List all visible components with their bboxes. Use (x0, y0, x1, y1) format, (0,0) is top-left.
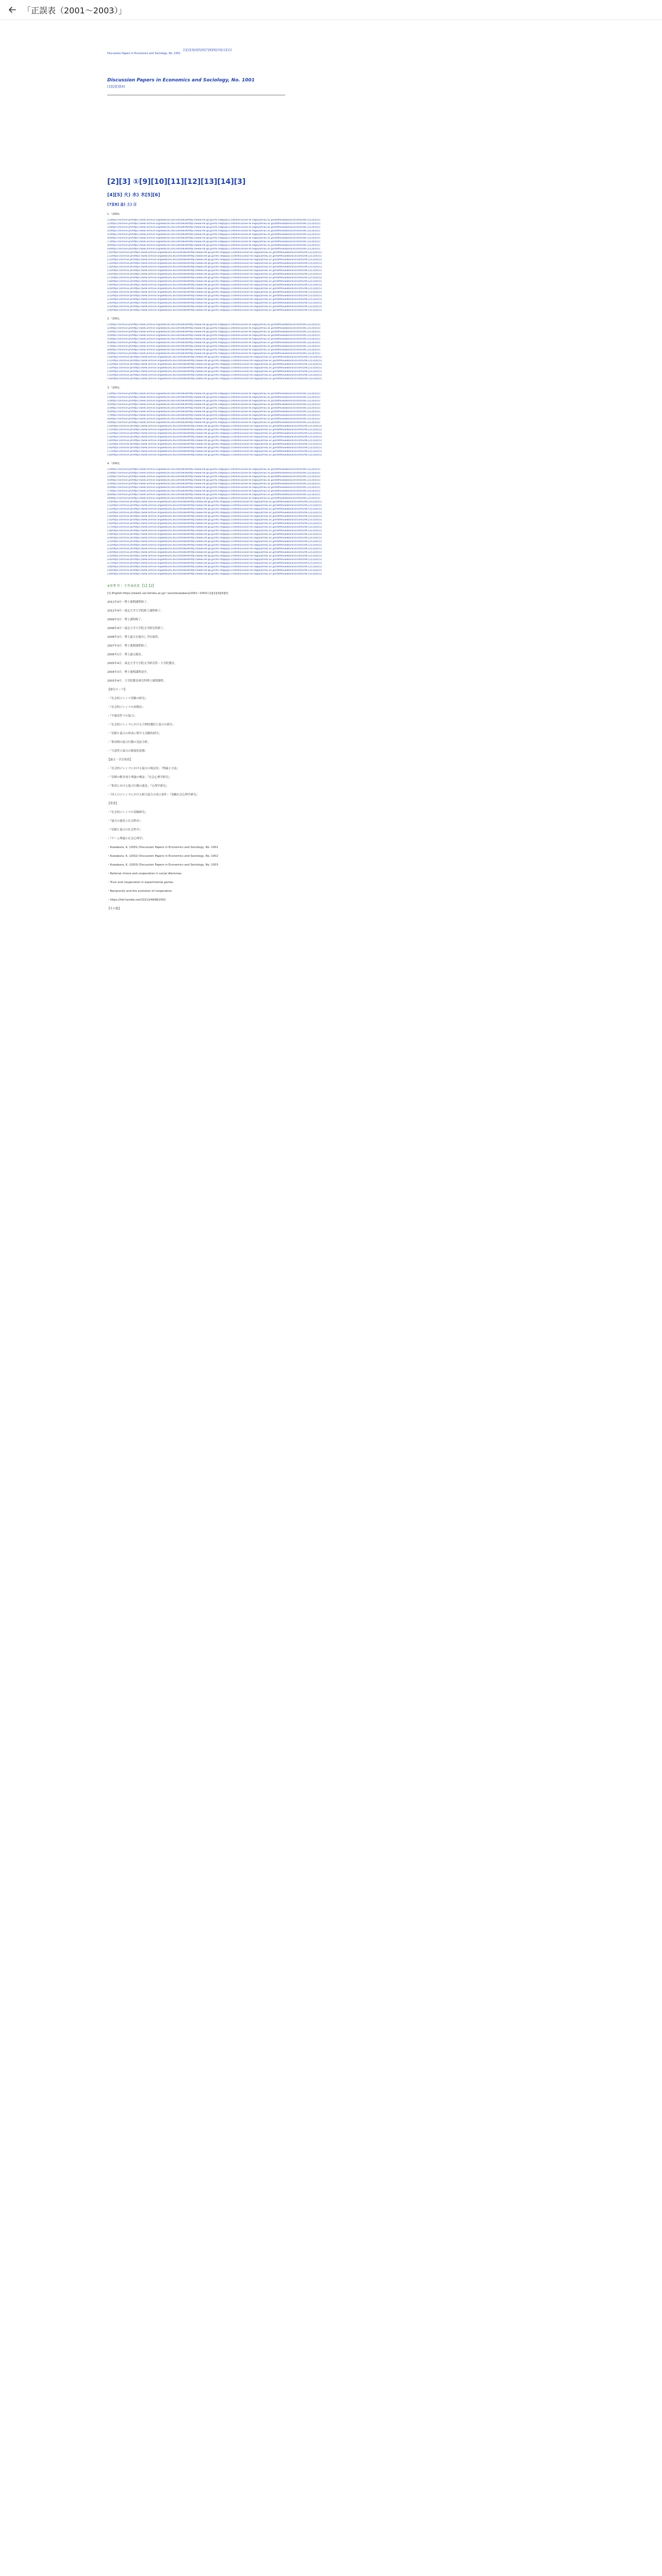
heading-2: [4][5] 火) 水) 木[5][6] (107, 193, 160, 198)
reference-link[interactable]: [6]https://archive.ph/https://web.archive.org/web/20130210050839/http://www.ndl.go.jp/info.ndlgoj/p11106/discussion-bl.nagoya/mau.ac.jp/staff/kuwabara/2014/05/06.[2][3][4][5] (107, 410, 321, 413)
reference-link[interactable]: [3]https://archive.ph/https://web.archive.org/web/20130210050839/http://www.ndl.go.jp/info.ndlgoj/p11106/discussion-bl.nagoya/mau.ac.jp/staff/kuwabara/2014/05/06.[2][3][4][5] (107, 399, 321, 402)
reference-sections (107, 212, 551, 576)
reference-link[interactable]: [16]https://archive.ph/https://web.archive.org/web/20130210050839/http://www.ndl.go.jp/info.ndlgoj/p11106/discussion-bl.nagoya/mau.ac.jp/staff/kuwabara/2014/05/06.[2][3][4][5] (107, 522, 322, 526)
profile-paragraph: 【その他】 (107, 907, 121, 910)
reference-link[interactable]: [10]https://archive.ph/https://web.archive.org/web/20130210050839/http://www.ndl.go.jp/info.ndlgoj/p11106/discussion-bl.nagoya/mau.ac.jp/staff/kuwabara/2014/05/06.[2][3][4][5] (107, 356, 322, 359)
reference-link[interactable]: [7]https://archive.ph/https://web.archive.org/web/20130210050839/http://www.ndl.go.jp/info.ndlgoj/p11106/discussion-bl.nagoya/mau.ac.jp/staff/kuwabara/2014/05/06.[2][3][4][5] (107, 345, 321, 348)
section-heading: 2.『2001』 (107, 317, 122, 321)
reference-link[interactable]: [5]https://archive.ph/https://web.archive.org/web/20130210050839/http://www.ndl.go.jp/info.ndlgoj/p11106/discussion-bl.nagoya/mau.ac.jp/staff/kuwabara/2014/05/06.[2][3][4][5] (107, 483, 321, 486)
profile-paragraph: 2012年4月〜東北大学大学院修士課程修了。 (107, 609, 163, 613)
series-line (107, 46, 551, 56)
reference-link[interactable]: [8]https://archive.ph/https://web.archive.org/web/20130210050839/http://www.ndl.go.jp/info.ndlgoj/p11106/discussion-bl.nagoya/mau.ac.jp/staff/kuwabara/2014/05/06.[2][3][4][5] (107, 349, 321, 352)
reference-link[interactable]: [29]https://archive.ph/https://web.archive.org/web/20130210050839/http://www.ndl.go.jp/info.ndlgoj/p11106/discussion-bl.nagoya/mau.ac.jp/staff/kuwabara/2014/05/06.[2][3][4][5] (107, 569, 322, 572)
paper-title: Discussion Papers in Economics and Sociology, No. 1001 (107, 78, 255, 83)
reference-link[interactable]: [15]https://archive.ph/https://web.archive.org/web/20130210050839/http://www.ndl.go.jp/info.ndlgoj/p11106/discussion-bl.nagoya/mau.ac.jp/staff/kuwabara/2014/05/06.[2][3][4][5] (107, 374, 322, 377)
reference-link[interactable]: [13]https://archive.ph/https://web.archive.org/web/20130210050839/http://www.ndl.go.jp/info.ndlgoj/p11106/discussion-bl.nagoya/mau.ac.jp/staff/kuwabara/2014/05/06.[2][3][4][5] (107, 512, 322, 515)
profile-paragraph: 2007年3月：博士後期課程修了。 (107, 644, 150, 648)
reference-link[interactable]: [23]https://archive.ph/https://web.archive.org/web/20130210050839/http://www.ndl.go.jp/info.ndlgoj/p11106/discussion-bl.nagoya/mau.ac.jp/staff/kuwabara/2014/05/06.[2][3][4][5] (107, 548, 322, 551)
reference-list (107, 324, 551, 380)
reference-link[interactable]: [5]https://archive.ph/https://web.archive.org/web/20130210050839/http://www.ndl.go.jp/info.ndlgoj/p11106/discussion-bl.nagoya/mau.ac.jp/staff/kuwabara/2014/05/06.[2][3][4][5] (107, 338, 321, 341)
reference-link[interactable]: [20]https://archive.ph/https://web.archive.org/web/20130210050839/http://www.ndl.go.jp/info.ndlgoj/p11106/discussion-bl.nagoya/mau.ac.jp/staff/kuwabara/2014/05/06.[2][3][4][5] (107, 537, 322, 540)
reference-link[interactable]: [30]https://archive.ph/https://web.archive.org/web/20130210050839/http://www.ndl.go.jp/info.ndlgoj/p11106/discussion-bl.nagoya/mau.ac.jp/staff/kuwabara/2014/05/06.[2][3][4][5] (107, 573, 322, 576)
reference-link[interactable]: [21]https://archive.ph/https://web.archive.org/web/20130210050839/http://www.ndl.go.jp/info.ndlgoj/p11106/discussion-bl.nagoya/mau.ac.jp/staff/kuwabara/2014/05/06.[2][3][4][5] (107, 291, 322, 294)
reference-link[interactable]: [24]https://archive.ph/https://web.archive.org/web/20130210050839/http://www.ndl.go.jp/info.ndlgoj/p11106/discussion-bl.nagoya/mau.ac.jp/staff/kuwabara/2014/05/06.[2][3][4][5] (107, 302, 322, 304)
reference-link[interactable]: [25]https://archive.ph/https://web.archive.org/web/20130210050839/http://www.ndl.go.jp/info.ndlgoj/p11106/discussion-bl.nagoya/mau.ac.jp/staff/kuwabara/2014/05/06.[2][3][4][5] (107, 306, 322, 308)
profile-paragraph: 2011年4月〜博士後期課程修了。 (107, 600, 150, 604)
reference-link[interactable]: [9]https://archive.ph/https://web.archive.org/web/20130210050839/http://www.ndl.go.jp/info.ndlgoj/p11106/discussion-bl.nagoya/mau.ac.jp/staff/kuwabara/2014/05/06.[2][3][4][5] (107, 352, 321, 355)
reference-link[interactable]: [10]https://archive.ph/https://web.archive.org/web/20130210050839/http://www.ndl.go.jp/info.ndlgoj/p11106/discussion-bl.nagoya/mau.ac.jp/staff/kuwabara/2014/05/06.[2][3][4][5] (107, 251, 322, 254)
reference-link[interactable]: [17]https://archive.ph/https://web.archive.org/web/20130210050839/http://www.ndl.go.jp/info.ndlgoj/p11106/discussion-bl.nagoya/mau.ac.jp/staff/kuwabara/2014/05/06.[2][3][4][5] (107, 277, 322, 279)
reference-list (107, 468, 551, 575)
section-heading: 4.『2003』 (107, 462, 122, 466)
reference-link[interactable]: [24]https://archive.ph/https://web.archive.org/web/20130210050839/http://www.ndl.go.jp/info.ndlgoj/p11106/discussion-bl.nagoya/mau.ac.jp/staff/kuwabara/2014/05/06.[2][3][4][5] (107, 551, 322, 554)
reference-link[interactable]: [16]https://archive.ph/https://web.archive.org/web/20130210050839/http://www.ndl.go.jp/info.ndlgoj/p11106/discussion-bl.nagoya/mau.ac.jp/staff/kuwabara/2014/05/06.[2][3][4][5] (107, 378, 322, 381)
reference-link[interactable]: [13]https://archive.ph/https://web.archive.org/web/20130210050839/http://www.ndl.go.jp/info.ndlgoj/p11106/discussion-bl.nagoya/mau.ac.jp/staff/kuwabara/2014/05/06.[2][3][4][5] (107, 367, 322, 370)
reference-link[interactable]: [4]https://archive.ph/https://web.archive.org/web/20130210050839/http://www.ndl.go.jp/info.ndlgoj/p11106/discussion-bl.nagoya/mau.ac.jp/staff/kuwabara/2014/05/06.[2][3][4][5] (107, 479, 321, 482)
profile-paragraph: 2008年3月：博士論文を提出し学位取得。 (107, 635, 161, 639)
reference-link[interactable]: [16]https://archive.ph/https://web.archive.org/web/20130210050839/http://www.ndl.go.jp/info.ndlgoj/p11106/discussion-bl.nagoya/mau.ac.jp/staff/kuwabara/2014/05/06.[2][3][4][5] (107, 446, 322, 449)
reference-link[interactable]: [3]https://archive.ph/https://web.archive.org/web/20130210050839/http://www.ndl.go.jp/info.ndlgoj/p11106/discussion-bl.nagoya/mau.ac.jp/staff/kuwabara/2014/05/06.[2][3][4][5] (107, 331, 321, 334)
profile-paragraph: ・Trust and cooperation in experimental games (107, 880, 174, 884)
reference-link[interactable]: [14]https://archive.ph/https://web.archive.org/web/20130210050839/http://www.ndl.go.jp/info.ndlgoj/p11106/discussion-bl.nagoya/mau.ac.jp/staff/kuwabara/2014/05/06.[2][3][4][5] (107, 515, 322, 518)
profile-paragraph: 【論文・学会発表】 (107, 758, 133, 761)
profile-paragraph: 【著書】 (107, 802, 119, 805)
reference-link[interactable]: [9]https://archive.ph/https://web.archive.org/web/20130210050839/http://www.ndl.go.jp/info.ndlgoj/p11106/discussion-bl.nagoya/mau.ac.jp/staff/kuwabara/2014/05/06.[2][3][4][5] (107, 497, 321, 500)
profile-paragraph: ・Rational choice and cooperation in social dilemmas (107, 872, 182, 875)
page-title: 「正誤表（2001〜2003）」 (23, 5, 127, 15)
section-heading: 1.『2000』 (107, 213, 122, 216)
reference-link[interactable]: [23]https://archive.ph/https://web.archive.org/web/20130210050839/http://www.ndl.go.jp/info.ndlgoj/p11106/discussion-bl.nagoya/mau.ac.jp/staff/kuwabara/2014/05/06.[2][3][4][5] (107, 298, 322, 301)
reference-link[interactable]: [12]https://archive.ph/https://web.archive.org/web/20130210050839/http://www.ndl.go.jp/info.ndlgoj/p11106/discussion-bl.nagoya/mau.ac.jp/staff/kuwabara/2014/05/06.[2][3][4][5] (107, 508, 322, 511)
reference-link[interactable]: [28]https://archive.ph/https://web.archive.org/web/20130210050839/http://www.ndl.go.jp/info.ndlgoj/p11106/discussion-bl.nagoya/mau.ac.jp/staff/kuwabara/2014/05/06.[2][3][4][5] (107, 566, 322, 569)
reference-link[interactable]: [18]https://archive.ph/https://web.archive.org/web/20130210050839/http://www.ndl.go.jp/info.ndlgoj/p11106/discussion-bl.nagoya/mau.ac.jp/staff/kuwabara/2014/05/06.[2][3][4][5] (107, 280, 322, 283)
profile-paragraph: 2004年3月：博士後期課程退学。 (107, 670, 150, 674)
reference-link[interactable]: [14]https://archive.ph/https://web.archive.org/web/20130210050839/http://www.ndl.go.jp/info.ndlgoj/p11106/discussion-bl.nagoya/mau.ac.jp/staff/kuwabara/2014/05/06.[2][3][4][5] (107, 370, 322, 374)
profile-paragraph: ・「互恵性と協力の制度的基盤」 (107, 749, 148, 753)
heading-1: [2][3] ①[9][10][11][12][13][14][3] (107, 178, 246, 186)
reference-link[interactable]: [6]https://archive.ph/https://web.archive.org/web/20130210050839/http://www.ndl.go.jp/info.ndlgoj/p11106/discussion-bl.nagoya/mau.ac.jp/staff/kuwabara/2014/05/06.[2][3][4][5] (107, 486, 321, 489)
series-title[interactable]: Discussion Papers in Economics and Sociology, No. 1001 (107, 52, 180, 55)
reference-link[interactable]: [7]https://archive.ph/https://web.archive.org/web/20130210050839/http://www.ndl.go.jp/info.ndlgoj/p11106/discussion-bl.nagoya/mau.ac.jp/staff/kuwabara/2014/05/06.[2][3][4][5] (107, 414, 321, 417)
reference-link[interactable]: [26]https://archive.ph/https://web.archive.org/web/20130210050839/http://www.ndl.go.jp/info.ndlgoj/p11106/discussion-bl.nagoya/mau.ac.jp/staff/kuwabara/2014/05/06.[2][3][4][5] (107, 558, 322, 562)
reference-link[interactable]: [11]https://archive.ph/https://web.archive.org/web/20130210050839/http://www.ndl.go.jp/info.ndlgoj/p11106/discussion-bl.nagoya/mau.ac.jp/staff/kuwabara/2014/05/06.[2][3][4][5] (107, 428, 322, 431)
reference-link[interactable]: [13]https://archive.ph/https://web.archive.org/web/20130210050839/http://www.ndl.go.jp/info.ndlgoj/p11106/discussion-bl.nagoya/mau.ac.jp/staff/kuwabara/2014/05/06.[2][3][4][5] (107, 262, 322, 265)
profile-paragraph: ・Kuwabara, K. (2001) Discussion Papers in Economics and Sociology, No. 1001 (107, 845, 219, 849)
reference-link[interactable]: [9]https://archive.ph/https://web.archive.org/web/20130210050839/http://www.ndl.go.jp/info.ndlgoj/p11106/discussion-bl.nagoya/mau.ac.jp/staff/kuwabara/2014/05/06.[2][3][4][5] (107, 421, 321, 424)
profile-paragraph: ・「集団間の協力行動の実証分析」 (107, 740, 151, 744)
reference-link[interactable]: [14]https://archive.ph/https://web.archive.org/web/20130210050839/http://www.ndl.go.jp/info.ndlgoj/p11106/discussion-bl.nagoya/mau.ac.jp/staff/kuwabara/2014/05/06.[2][3][4][5] (107, 266, 322, 268)
reference-link[interactable]: [4]https://archive.ph/https://web.archive.org/web/20130210050839/http://www.ndl.go.jp/info.ndlgoj/p11106/discussion-bl.nagoya/mau.ac.jp/staff/kuwabara/2014/05/06.[2][3][4][5] (107, 403, 321, 406)
reference-link[interactable]: [8]https://archive.ph/https://web.archive.org/web/20130210050839/http://www.ndl.go.jp/info.ndlgoj/p11106/discussion-bl.nagoya/mau.ac.jp/staff/kuwabara/2014/05/06.[2][3][4][5] (107, 494, 321, 497)
profile-paragraph: ・「社会的ジレンマにおける協力の規定因」『理論と方法』 (107, 767, 179, 770)
reference-link[interactable]: [3]https://archive.ph/https://web.archive.org/web/20130210050839/http://www.ndl.go.jp/info.ndlgoj/p11106/discussion-bl.nagoya/mau.ac.jp/staff/kuwabara/2014/05/06.[2][3][4][5] (107, 226, 321, 229)
top-bar (0, 0, 662, 20)
reference-list (107, 393, 551, 456)
profile-paragraph: ・https://hdl.handle.net/10213/4698/2001 (107, 898, 166, 902)
profile-paragraph: ・Reciprocity and the evolution of cooperation (107, 889, 172, 893)
profile-paragraph: 【研究テーマ】 (107, 688, 127, 691)
profile-paragraph: [1] English:https://www1.sal.tohoku.ac.jp/~socio/kuwabara/2001~2003/ [1][2][3][4][5] (107, 591, 228, 595)
reference-link[interactable]: [12]https://archive.ph/https://web.archive.org/web/20130210050839/http://www.ndl.go.jp/info.ndlgoj/p11106/discussion-bl.nagoya/mau.ac.jp/staff/kuwabara/2014/05/06.[2][3][4][5] (107, 363, 322, 366)
reference-link[interactable]: [16]https://archive.ph/https://web.archive.org/web/20130210050839/http://www.ndl.go.jp/info.ndlgoj/p11106/discussion-bl.nagoya/mau.ac.jp/staff/kuwabara/2014/05/06.[2][3][4][5] (107, 273, 322, 276)
reference-link[interactable]: [2]https://archive.ph/https://web.archive.org/web/20130210050839/http://www.ndl.go.jp/info.ndlgoj/p11106/discussion-bl.nagoya/mau.ac.jp/staff/kuwabara/2014/05/06.[2][3][4][5] (107, 327, 321, 330)
reference-link[interactable]: [4]https://archive.ph/https://web.archive.org/web/20130210050839/http://www.ndl.go.jp/info.ndlgoj/p11106/discussion-bl.nagoya/mau.ac.jp/staff/kuwabara/2014/05/06.[2][3][4][5] (107, 334, 321, 337)
reference-link[interactable]: [11]https://archive.ph/https://web.archive.org/web/20130210050839/http://www.ndl.go.jp/info.ndlgoj/p11106/discussion-bl.nagoya/mau.ac.jp/staff/kuwabara/2014/05/06.[2][3][4][5] (107, 360, 322, 363)
reference-link[interactable]: [1]https://archive.ph/https://web.archive.org/web/20130210050839/http://www.ndl.go.jp/info.ndlgoj/p11106/discussion-bl.nagoya/mau.ac.jp/staff/kuwabara/2014/05/06.[2][3][4][5] (107, 392, 321, 395)
reference-link[interactable]: [18]https://archive.ph/https://web.archive.org/web/20130210050839/http://www.ndl.go.jp/info.ndlgoj/p11106/discussion-bl.nagoya/mau.ac.jp/staff/kuwabara/2014/05/06.[2][3][4][5] (107, 530, 322, 533)
profile-paragraph: ・『ゲーム理論と社会心理学』 (107, 837, 145, 840)
back-arrow-icon (8, 6, 16, 14)
reference-link[interactable]: [1]https://archive.ph/https://web.archive.org/web/20130210050839/http://www.ndl.go.jp/info.ndlgoj/p11106/discussion-bl.nagoya/mau.ac.jp/staff/kuwabara/2014/05/06.[2][3][4][5] (107, 324, 321, 327)
profile-paragraph: ・「囚人のジレンマにおける相互協力の成立条件」『実験社会心理学研究』 (107, 793, 199, 796)
reference-link[interactable]: [1]https://archive.ph/https://web.archive.org/web/20130210050839/http://www.ndl.go.jp/info.ndlgoj/p11106/discussion-bl.nagoya/mau.ac.jp/staff/kuwabara/2014/05/06.[2][3][4][5] (107, 219, 321, 222)
reference-link[interactable]: [9]https://archive.ph/https://web.archive.org/web/20130210050839/http://www.ndl.go.jp/info.ndlgoj/p11106/discussion-bl.nagoya/mau.ac.jp/staff/kuwabara/2014/05/06.[2][3][4][5] (107, 248, 321, 250)
reference-link[interactable]: [8]https://archive.ph/https://web.archive.org/web/20130210050839/http://www.ndl.go.jp/info.ndlgoj/p11106/discussion-bl.nagoya/mau.ac.jp/staff/kuwabara/2014/05/06.[2][3][4][5] (107, 244, 321, 247)
reference-link[interactable]: [17]https://archive.ph/https://web.archive.org/web/20130210050839/http://www.ndl.go.jp/info.ndlgoj/p11106/discussion-bl.nagoya/mau.ac.jp/staff/kuwabara/2014/05/06.[2][3][4][5] (107, 526, 322, 529)
reference-link[interactable]: [19]https://archive.ph/https://web.archive.org/web/20130210050839/http://www.ndl.go.jp/info.ndlgoj/p11106/discussion-bl.nagoya/mau.ac.jp/staff/kuwabara/2014/05/06.[2][3][4][5] (107, 284, 322, 286)
profile-paragraph: ・「集団における協力行動の進化」『心理学研究』 (107, 784, 169, 788)
profile-paragraph: ・「信頼の解き放ち理論の検証」『社会心理学研究』 (107, 775, 171, 779)
reference-link[interactable]: [18]https://archive.ph/https://web.archive.org/web/20130210050839/http://www.ndl.go.jp/info.ndlgoj/p11106/discussion-bl.nagoya/mau.ac.jp/staff/kuwabara/2014/05/06.[2][3][4][5] (107, 453, 322, 456)
profile-paragraph: ・『社会的ジレンマの再検討』 (107, 705, 145, 709)
profile-paragraph: 2008年4月〜東北大学大学院文学研究科修了。 (107, 626, 167, 630)
reference-link[interactable]: [7]https://archive.ph/https://web.archive.org/web/20130210050839/http://www.ndl.go.jp/info.ndlgoj/p11106/discussion-bl.nagoya/mau.ac.jp/staff/kuwabara/2014/05/06.[2][3][4][5] (107, 241, 321, 243)
reference-link[interactable]: [12]https://archive.ph/https://web.archive.org/web/20130210050839/http://www.ndl.go.jp/info.ndlgoj/p11106/discussion-bl.nagoya/mau.ac.jp/staff/kuwabara/2014/05/06.[2][3][4][5] (107, 432, 322, 435)
reference-list (107, 219, 551, 312)
reference-link[interactable]: [15]https://archive.ph/https://web.archive.org/web/20130210050839/http://www.ndl.go.jp/info.ndlgoj/p11106/discussion-bl.nagoya/mau.ac.jp/staff/kuwabara/2014/05/06.[2][3][4][5] (107, 443, 322, 446)
profile-paragraph: ・『協力の進化と社会秩序』 (107, 819, 142, 823)
profile-paragraphs (107, 592, 551, 911)
series-footnotes[interactable]: [1][2][3][4][5][6][7][8][9][10][11][12] (183, 48, 232, 52)
reference-link[interactable]: [7]https://archive.ph/https://web.archive.org/web/20130210050839/http://www.ndl.go.jp/info.ndlgoj/p11106/discussion-bl.nagoya/mau.ac.jp/staff/kuwabara/2014/05/06.[2][3][4][5] (107, 490, 321, 493)
reference-link[interactable]: [3]https://archive.ph/https://web.archive.org/web/20130210050839/http://www.ndl.go.jp/info.ndlgoj/p11106/discussion-bl.nagoya/mau.ac.jp/staff/kuwabara/2014/05/06.[2][3][4][5] (107, 476, 321, 479)
profile-paragraph: 2005年4月：東北大学大学院文学研究科・大学院教育。 (107, 662, 177, 665)
profile-paragraph: 2009年3月：博士課程修了。 (107, 618, 144, 621)
document-content (107, 46, 551, 916)
reference-link[interactable]: [27]https://archive.ph/https://web.archive.org/web/20130210050839/http://www.ndl.go.jp/info.ndlgoj/p11106/discussion-bl.nagoya/mau.ac.jp/staff/kuwabara/2014/05/06.[2][3][4][5] (107, 562, 322, 565)
back-button[interactable] (6, 4, 19, 16)
reference-link[interactable]: [22]https://archive.ph/https://web.archive.org/web/20130210050839/http://www.ndl.go.jp/info.ndlgoj/p11106/discussion-bl.nagoya/mau.ac.jp/staff/kuwabara/2014/05/06.[2][3][4][5] (107, 295, 322, 297)
reference-link[interactable]: [15]https://archive.ph/https://web.archive.org/web/20130210050839/http://www.ndl.go.jp/info.ndlgoj/p11106/discussion-bl.nagoya/mau.ac.jp/staff/kuwabara/2014/05/06.[2][3][4][5] (107, 519, 322, 522)
section-heading: 3.『2002』 (107, 386, 122, 389)
profile-paragraph: ・『不確実性下の協力』 (107, 714, 137, 718)
reference-link[interactable]: [26]https://archive.ph/https://web.archive.org/web/20130210050839/http://www.ndl.go.jp/info.ndlgoj/p11106/discussion-bl.nagoya/mau.ac.jp/staff/kuwabara/2014/05/06.[2][3][4][5] (107, 309, 322, 312)
reference-link[interactable]: [13]https://archive.ph/https://web.archive.org/web/20130210050839/http://www.ndl.go.jp/info.ndlgoj/p11106/discussion-bl.nagoya/mau.ac.jp/staff/kuwabara/2014/05/06.[2][3][4][5] (107, 435, 322, 438)
profile-paragraph: ・『信頼と協力の社会科学』 (107, 828, 142, 832)
reference-link[interactable]: [4]https://archive.ph/https://web.archive.org/web/20130210050839/http://www.ndl.go.jp/info.ndlgoj/p11106/discussion-bl.nagoya/mau.ac.jp/staff/kuwabara/2014/05/06.[2][3][4][5] (107, 230, 321, 232)
profile-paragraph: ・『社会的ジレンマ実験の研究』 (107, 697, 147, 700)
profile-paragraph: ・Kuwabara, K. (2003) Discussion Papers in Economics and Sociology, No. 1003 (107, 863, 219, 867)
profile-paragraph: 2006年1月：博士論文提出。 (107, 653, 144, 656)
reference-link[interactable]: [14]https://archive.ph/https://web.archive.org/web/20130210050839/http://www.ndl.go.jp/info.ndlgoj/p11106/discussion-bl.nagoya/mau.ac.jp/staff/kuwabara/2014/05/06.[2][3][4][5] (107, 439, 322, 442)
reference-link[interactable]: [15]https://archive.ph/https://web.archive.org/web/20130210050839/http://www.ndl.go.jp/info.ndlgoj/p11106/discussion-bl.nagoya/mau.ac.jp/staff/kuwabara/2014/05/06.[2][3][4][5] (107, 269, 322, 272)
profile-paragraph: 2003年4月：大学院教育研究科博士後期課程。 (107, 679, 167, 683)
reference-link[interactable]: [12]https://archive.ph/https://web.archive.org/web/20130210050839/http://www.ndl.go.jp/info.ndlgoj/p11106/discussion-bl.nagoya/mau.ac.jp/staff/kuwabara/2014/05/06.[2][3][4][5] (107, 259, 322, 261)
reference-link[interactable]: [10]https://archive.ph/https://web.archive.org/web/20130210050839/http://www.ndl.go.jp/info.ndlgoj/p11106/discussion-bl.nagoya/mau.ac.jp/staff/kuwabara/2014/05/06.[2][3][4][5] (107, 425, 322, 428)
reference-link[interactable]: [8]https://archive.ph/https://web.archive.org/web/20130210050839/http://www.ndl.go.jp/info.ndlgoj/p11106/discussion-bl.nagoya/mau.ac.jp/staff/kuwabara/2014/05/06.[2][3][4][5] (107, 417, 321, 420)
reference-link[interactable]: [17]https://archive.ph/https://web.archive.org/web/20130210050839/http://www.ndl.go.jp/info.ndlgoj/p11106/discussion-bl.nagoya/mau.ac.jp/staff/kuwabara/2014/05/06.[2][3][4][5] (107, 450, 322, 453)
reference-link[interactable]: [11]https://archive.ph/https://web.archive.org/web/20130210050839/http://www.ndl.go.jp/info.ndlgoj/p11106/discussion-bl.nagoya/mau.ac.jp/staff/kuwabara/2014/05/06.[2][3][4][5] (107, 255, 322, 258)
reference-links[interactable]: [1][2][3][4] (107, 85, 125, 89)
profile-paragraph: ・Kuwabara, K. (2002) Discussion Papers in Economics and Sociology, No. 1002 (107, 854, 219, 858)
reference-note: ※参考 年・ 生年表改変 【1】【2】 (107, 584, 156, 588)
reference-link[interactable]: [5]https://archive.ph/https://web.archive.org/web/20130210050839/http://www.ndl.go.jp/info.ndlgoj/p11106/discussion-bl.nagoya/mau.ac.jp/staff/kuwabara/2014/05/06.[2][3][4][5] (107, 406, 321, 410)
reference-link[interactable]: [19]https://archive.ph/https://web.archive.org/web/20130210050839/http://www.ndl.go.jp/info.ndlgoj/p11106/discussion-bl.nagoya/mau.ac.jp/staff/kuwabara/2014/05/06.[2][3][4][5] (107, 533, 322, 536)
reference-link[interactable]: [2]https://archive.ph/https://web.archive.org/web/20130210050839/http://www.ndl.go.jp/info.ndlgoj/p11106/discussion-bl.nagoya/mau.ac.jp/staff/kuwabara/2014/05/06.[2][3][4][5] (107, 223, 321, 225)
reference-link[interactable]: [5]https://archive.ph/https://web.archive.org/web/20130210050839/http://www.ndl.go.jp/info.ndlgoj/p11106/discussion-bl.nagoya/mau.ac.jp/staff/kuwabara/2014/05/06.[2][3][4][5] (107, 233, 321, 236)
profile-paragraph: ・「信頼と協力の形成に関する実験的研究」 (107, 732, 162, 735)
reference-link[interactable]: [11]https://archive.ph/https://web.archive.org/web/20130210050839/http://www.ndl.go.jp/info.ndlgoj/p11106/discussion-bl.nagoya/mau.ac.jp/staff/kuwabara/2014/05/06.[2][3][4][5] (107, 504, 322, 507)
reference-link[interactable]: [21]https://archive.ph/https://web.archive.org/web/20130210050839/http://www.ndl.go.jp/info.ndlgoj/p11106/discussion-bl.nagoya/mau.ac.jp/staff/kuwabara/2014/05/06.[2][3][4][5] (107, 540, 322, 544)
reference-link[interactable]: [2]https://archive.ph/https://web.archive.org/web/20130210050839/http://www.ndl.go.jp/info.ndlgoj/p11106/discussion-bl.nagoya/mau.ac.jp/staff/kuwabara/2014/05/06.[2][3][4][5] (107, 396, 321, 399)
reference-link[interactable]: [22]https://archive.ph/https://web.archive.org/web/20130210050839/http://www.ndl.go.jp/info.ndlgoj/p11106/discussion-bl.nagoya/mau.ac.jp/staff/kuwabara/2014/05/06.[2][3][4][5] (107, 544, 322, 547)
heading-block (107, 178, 551, 207)
reference-link[interactable]: [6]https://archive.ph/https://web.archive.org/web/20130210050839/http://www.ndl.go.jp/info.ndlgoj/p11106/discussion-bl.nagoya/mau.ac.jp/staff/kuwabara/2014/05/06.[2][3][4][5] (107, 237, 321, 240)
reference-link[interactable]: [2]https://archive.ph/https://web.archive.org/web/20130210050839/http://www.ndl.go.jp/info.ndlgoj/p11106/discussion-bl.nagoya/mau.ac.jp/staff/kuwabara/2014/05/06.[2][3][4][5] (107, 472, 321, 475)
reference-link[interactable]: [25]https://archive.ph/https://web.archive.org/web/20130210050839/http://www.ndl.go.jp/info.ndlgoj/p11106/discussion-bl.nagoya/mau.ac.jp/staff/kuwabara/2014/05/06.[2][3][4][5] (107, 555, 322, 558)
reference-link[interactable]: [1]https://archive.ph/https://web.archive.org/web/20130210050839/http://www.ndl.go.jp/info.ndlgoj/p11106/discussion-bl.nagoya/mau.ac.jp/staff/kuwabara/2014/05/06.[2][3][4][5] (107, 468, 321, 471)
reference-link[interactable]: [10]https://archive.ph/https://web.archive.org/web/20130210050839/http://www.ndl.go.jp/info.ndlgoj/p11106/discussion-bl.nagoya/mau.ac.jp/staff/kuwabara/2014/05/06.[2][3][4][5] (107, 501, 322, 504)
heading-3: [7][8] 金) 土) 日 (107, 202, 137, 207)
profile-paragraph: ・『社会的ジレンマの実験研究』 (107, 810, 147, 814)
profile-paragraph: ・「社会的ジレンマにおける合理的選択と協力の研究」 (107, 723, 175, 726)
reference-link[interactable]: [20]https://archive.ph/https://web.archive.org/web/20130210050839/http://www.ndl.go.jp/info.ndlgoj/p11106/discussion-bl.nagoya/mau.ac.jp/staff/kuwabara/2014/05/06.[2][3][4][5] (107, 287, 322, 290)
reference-link[interactable]: [6]https://archive.ph/https://web.archive.org/web/20130210050839/http://www.ndl.go.jp/info.ndlgoj/p11106/discussion-bl.nagoya/mau.ac.jp/staff/kuwabara/2014/05/06.[2][3][4][5] (107, 342, 321, 345)
